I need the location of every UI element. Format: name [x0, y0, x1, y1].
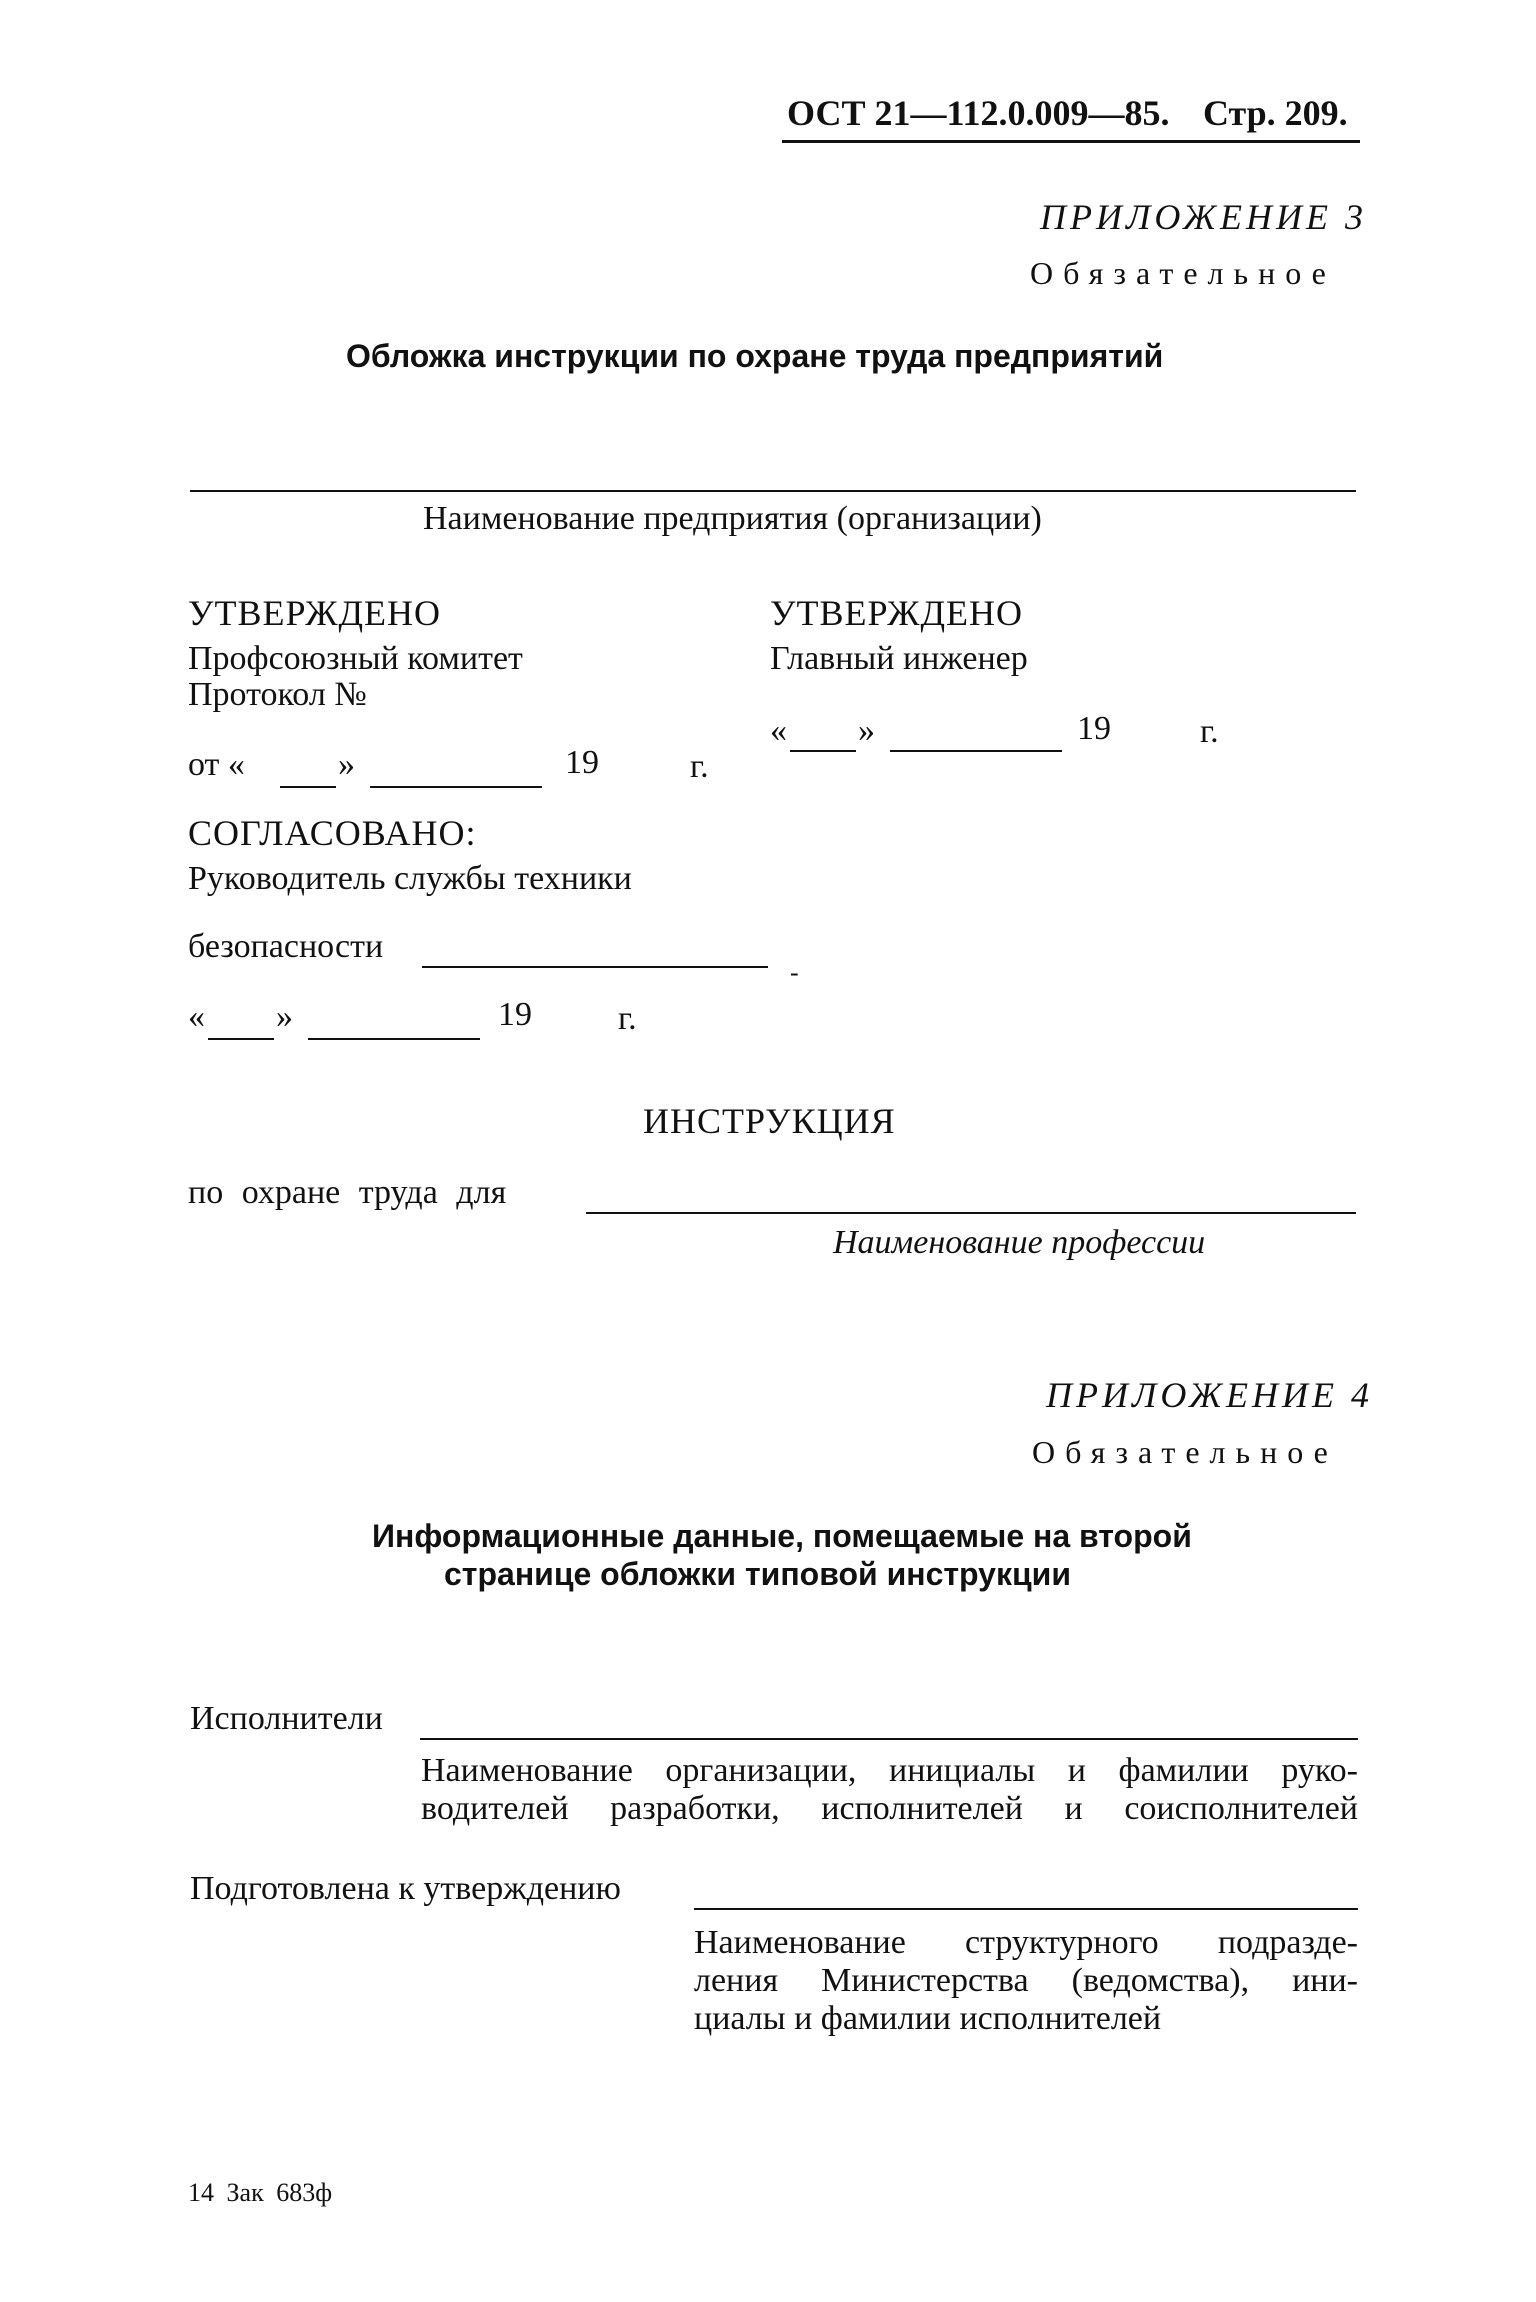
prepared-line	[694, 1908, 1358, 1910]
prepared-caption-line1: Наименование структурного подразде-	[694, 1924, 1358, 1961]
prepared-caption-line2: ления Министерства (ведомства), ини-	[694, 1962, 1358, 1999]
instruction-title: ИНСТРУКЦИЯ	[643, 1101, 896, 1141]
agreed-day-blank	[208, 1038, 274, 1040]
instruction-for-label: по охране труда для	[188, 1174, 507, 1211]
stray-dot: -	[790, 958, 799, 987]
left-month-blank	[370, 786, 542, 788]
appendix-3-status: Обязательное	[1030, 255, 1336, 291]
safety-head-line2: безопасности	[188, 928, 384, 965]
agreed-date-open: «	[188, 998, 205, 1035]
left-date-close: »	[338, 746, 355, 783]
page-number: Стр. 209.	[1203, 93, 1348, 133]
agreed-year: 19	[498, 996, 532, 1033]
right-date-open: «	[770, 712, 787, 749]
appendix-4-heading-line1: Информационные данные, помещаемые на второй	[372, 1518, 1192, 1554]
performers-caption-line2: водителей разработки, исполнителей и соисполнителей	[421, 1790, 1358, 1827]
prepared-label: Подготовлена к утверждению	[190, 1870, 621, 1907]
right-year-suffix: г.	[1200, 713, 1219, 750]
left-approved-label: УТВЕРЖДЕНО	[188, 593, 442, 633]
left-year-suffix: г.	[690, 748, 709, 785]
trade-union-committee: Профсоюзный комитет	[188, 640, 523, 677]
performers-label: Исполнители	[190, 1700, 383, 1737]
profession-caption: Наименование профессии	[833, 1224, 1206, 1261]
org-name-line	[190, 490, 1356, 492]
left-day-blank	[280, 786, 336, 788]
right-month-blank	[890, 750, 1062, 752]
appendix-4-title: ПРИЛОЖЕНИЕ 4	[1046, 1375, 1373, 1415]
performers-line	[420, 1738, 1358, 1740]
agreed-year-suffix: г.	[618, 1000, 637, 1037]
profession-line	[586, 1212, 1356, 1214]
right-date-close: »	[858, 712, 875, 749]
prepared-caption	[694, 1924, 1358, 2038]
right-approved-label: УТВЕРЖДЕНО	[770, 593, 1024, 633]
appendix-3-title: ПРИЛОЖЕНИЕ 3	[1040, 197, 1367, 237]
left-date-prefix: от «	[188, 746, 245, 783]
appendix-4-status: Обязательное	[1032, 1434, 1338, 1470]
protocol-number-label: Протокол №	[188, 676, 367, 713]
performers-caption	[421, 1752, 1358, 1828]
header-rule	[782, 140, 1360, 143]
right-day-blank	[790, 750, 856, 752]
right-year: 19	[1077, 710, 1111, 747]
safety-head-signature-line	[422, 966, 768, 968]
print-mark: 14 Зак 683ф	[188, 2178, 333, 2207]
safety-head-line1: Руководитель службы техники	[188, 860, 632, 897]
agreed-label: СОГЛАСОВАНО:	[188, 813, 477, 853]
performers-caption-line1: Наименование организации, инициалы и фамилии руко-	[421, 1752, 1358, 1789]
agreed-date-close: »	[276, 998, 293, 1035]
org-name-caption: Наименование предприятия (организации)	[423, 500, 1042, 537]
chief-engineer: Главный инженер	[770, 640, 1028, 677]
appendix-4-heading-line2: странице обложки типовой инструкции	[444, 1556, 1071, 1592]
left-year: 19	[565, 744, 599, 781]
appendix-3-heading: Обложка инструкции по охране труда предприятий	[346, 338, 1164, 374]
document-id: ОСТ 21—112.0.009—85.	[787, 93, 1170, 133]
prepared-caption-line3: циалы и фамилии исполнителей	[694, 2000, 1162, 2037]
agreed-month-blank	[308, 1038, 480, 1040]
